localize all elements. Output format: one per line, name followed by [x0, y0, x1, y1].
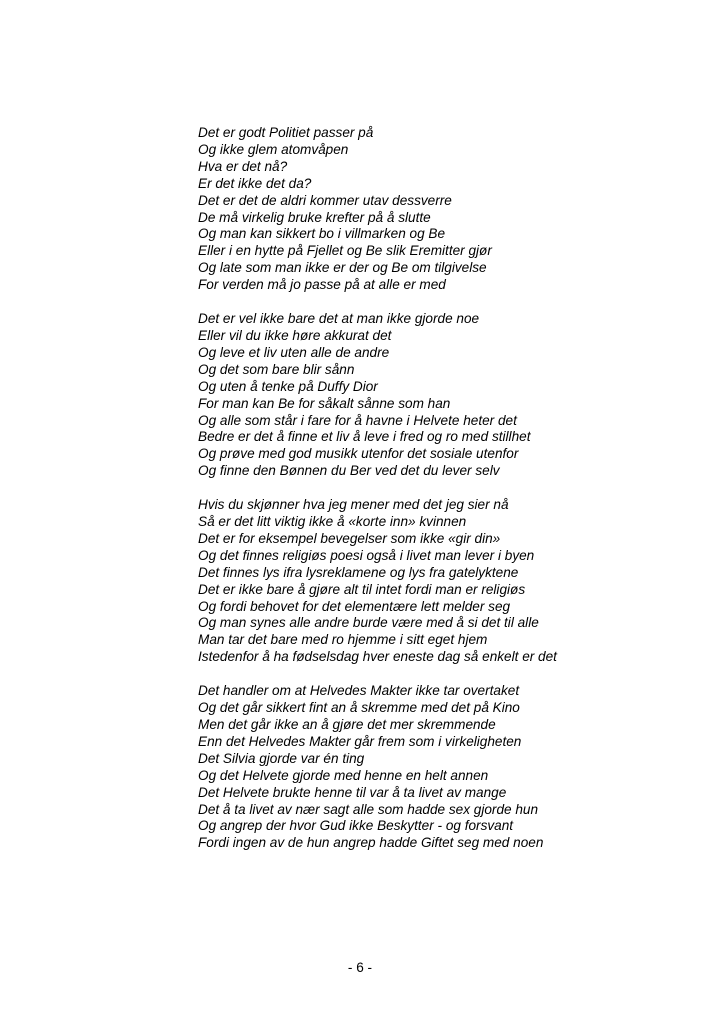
poem-line: Det Helvete brukte henne til var å ta livet av mange	[198, 784, 507, 800]
poem-line: Og det som bare blir sånn	[198, 361, 355, 377]
stanza-2	[198, 311, 698, 480]
poem-line: Og det går sikkert fint an å skremme med det på Kino	[198, 700, 520, 716]
poem-line: Det å ta livet av nær sagt alle som hadde sex gjorde hun	[198, 801, 539, 817]
poem-line: Man tar det bare med ro hjemme i sitt eget hjem	[198, 632, 488, 648]
poem-line: Det er det de aldri kommer utav dessverre	[198, 192, 452, 208]
poem-line: Men det går ikke an å gjøre det mer skremmende	[198, 717, 496, 732]
poem-line: Og angrep der hvor Gud ikke Beskytter - og forsvant	[198, 818, 514, 834]
poem-line: Eller vil du ikke høre akkurat det	[198, 327, 392, 343]
stanza-3	[198, 497, 698, 666]
poem-line: Og man synes alle andre burde være med å si det til alle	[198, 615, 539, 631]
poem-line: Er det ikke det da?	[198, 175, 312, 191]
poem-line: Det finnes lys ifra lysreklamene og lys fra gatelyktene	[198, 564, 519, 580]
poem-line: Bedre er det å finne et liv å leve i fred og ro med stillhet	[198, 429, 531, 445]
poem-line: Og man kan sikkert bo i villmarken og Be	[198, 226, 446, 242]
poem-line: Istedenfor å ha fødselsdag hver eneste dag så enkelt er det	[198, 649, 557, 665]
poem-line: Og ikke glem atomvåpen	[198, 141, 349, 157]
poem-line: Det handler om at Helvedes Makter ikke tar overtaket	[198, 683, 520, 699]
poem-line: Det er vel ikke bare det at man ikke gjorde noe	[198, 311, 480, 327]
page-number: - 6 -	[347, 960, 373, 975]
poem-line: Og leve et liv uten alle de andre	[198, 344, 390, 360]
poem-line: De må virkelig bruke krefter på å slutte	[198, 209, 431, 225]
poem-line: Det Silvia gjorde var én ting	[198, 750, 365, 766]
poem-line: For verden må jo passe på at alle er med	[198, 277, 446, 293]
poem-line: Og alle som står i fare for å havne i Helvete heter det	[198, 412, 517, 428]
poem-line: Det er ikke bare å gjøre alt til intet fordi man er religiøs	[198, 581, 526, 597]
poem-body	[198, 125, 698, 869]
poem-line: Og uten å tenke på Duffy Dior	[198, 378, 378, 394]
poem-line: Og det Helvete gjorde med henne en helt annen	[198, 767, 489, 783]
poem-line: Det er godt Politiet passer på	[198, 125, 374, 140]
poem-line: Og finne den Bønnen du Ber ved det du lever selv	[198, 463, 500, 479]
poem-line: For man kan Be for såkalt sånne som han	[198, 395, 451, 411]
poem-line: Hvis du skjønner hva jeg mener med det jeg sier nå	[198, 497, 509, 513]
poem-line: Det er for eksempel bevegelser som ikke «gir din»	[198, 530, 501, 546]
poem-line: Fordi ingen av de hun angrep hadde Giftet seg med noen	[198, 835, 544, 851]
poem-line: Og prøve med god musikk utenfor det sosiale utenfor	[198, 446, 519, 462]
stanza-4	[198, 683, 698, 852]
poem-line: Hva er det nå?	[198, 158, 288, 174]
stanza-1	[198, 125, 698, 294]
poem-line: Og fordi behovet for det elementære lett melder seg	[198, 598, 511, 614]
poem-line: Eller i en hytte på Fjellet og Be slik Eremitter gjør	[198, 243, 492, 259]
poem-line: Enn det Helvedes Makter går frem som i virkeligheten	[198, 733, 522, 749]
poem-line: Så er det litt viktig ikke å «korte inn» kvinnen	[198, 514, 467, 530]
poem-line: Og late som man ikke er der og Be om tilgivelse	[198, 260, 487, 276]
poem-line: Og det finnes religiøs poesi også i livet man lever i byen	[198, 547, 535, 563]
